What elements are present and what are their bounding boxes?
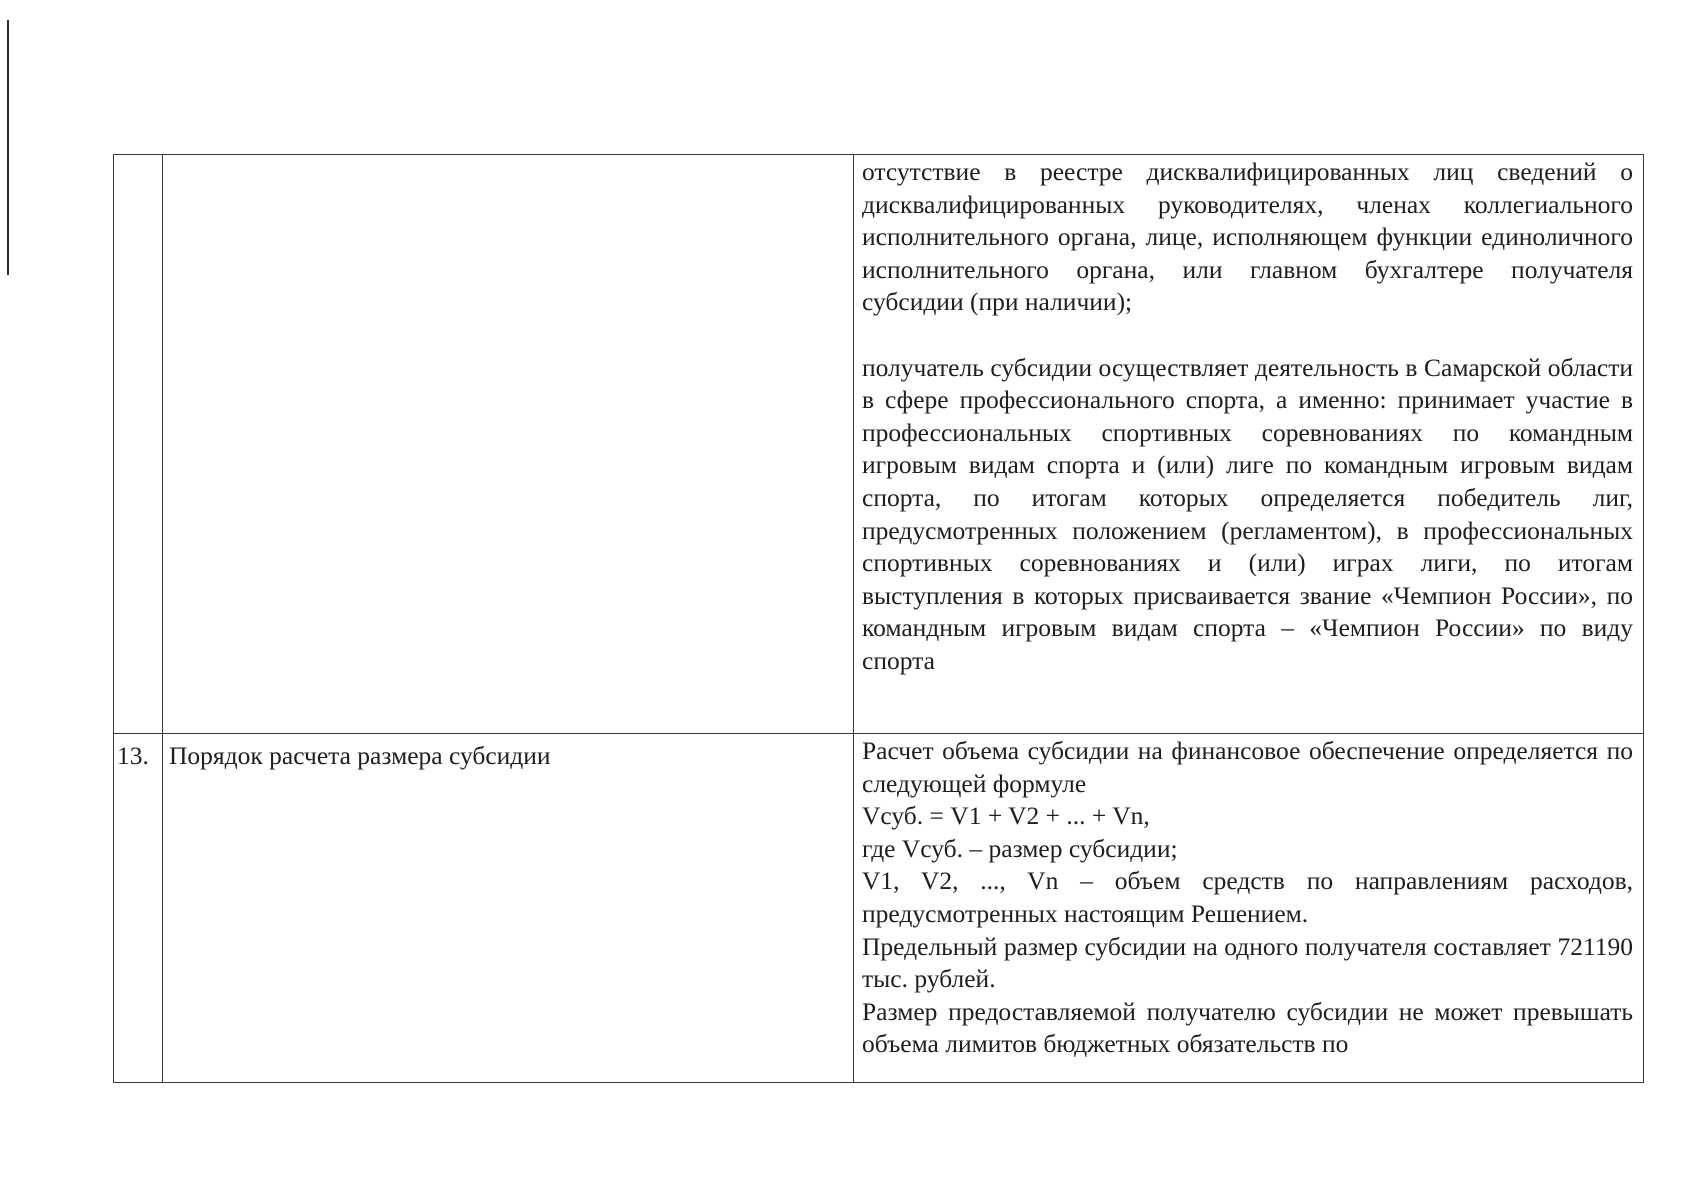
table-row bbox=[114, 155, 1644, 734]
requirement-paragraph: получатель субсидии осуществляет деятельность в Самарской области в сфере профессионального спорта, а именно: принимает участие в профессиональных спортивных соревнованиях по командным игровым видам спорта и (или) лиге по командным игровым видам спорта, по итогам которых определяется победитель лиг, предусмотренных положением (регламентом), в профессиональных спортивных соревнованиях и (или) играх лиги, по итогам выступления в которых присваивается звание «Чемпион России», по командным игровым видам спорта – «Чемпион России» по виду спорта bbox=[862, 352, 1633, 675]
row-name bbox=[163, 155, 853, 161]
row-number bbox=[114, 155, 162, 161]
formula-definition: где Vсуб. – размер субсидии; bbox=[862, 833, 1178, 863]
formula-line: Vсуб. = V1 + V2 + ... + Vn, bbox=[862, 801, 1150, 831]
row-number-cell bbox=[114, 734, 163, 1083]
subsidy-terms-table bbox=[113, 154, 1644, 1083]
row-number-cell bbox=[114, 155, 163, 734]
row-name-cell bbox=[163, 734, 854, 1083]
row-number: 13. bbox=[117, 741, 149, 770]
limit-paragraph: Размер предоставляемой получателю субсидии не может превышать объема лимитов бюджетных обязательств по bbox=[862, 996, 1633, 1059]
formula-definition: V1, V2, ..., Vn – объем средств по направлениям расходов, предусмотренных настоящим Решением. bbox=[862, 866, 1633, 928]
requirement-paragraph: отсутствие в реестре дисквалифицированных лиц сведений о дисквалифицированных руководителях, членах коллегиального исполнительного органа, лице, исполняющем функции единоличного исполнительного органа, или главном бухгалтере получателя субсидии (при наличии); bbox=[862, 157, 1633, 317]
calc-paragraph: Расчет объема субсидии на финансовое обеспечение определяется по следующей формуле bbox=[862, 736, 1633, 798]
row-value-cell bbox=[854, 155, 1644, 734]
limit-paragraph: Предельный размер субсидии на одного получателя составляет 721190 тыс. рублей. bbox=[862, 931, 1633, 994]
row-name-cell bbox=[163, 155, 854, 734]
row-name: Порядок расчета размера субсидии bbox=[169, 741, 551, 770]
table-row bbox=[114, 734, 1644, 1083]
binding-margin-line bbox=[7, 20, 9, 275]
row-value-cell bbox=[854, 734, 1644, 1083]
